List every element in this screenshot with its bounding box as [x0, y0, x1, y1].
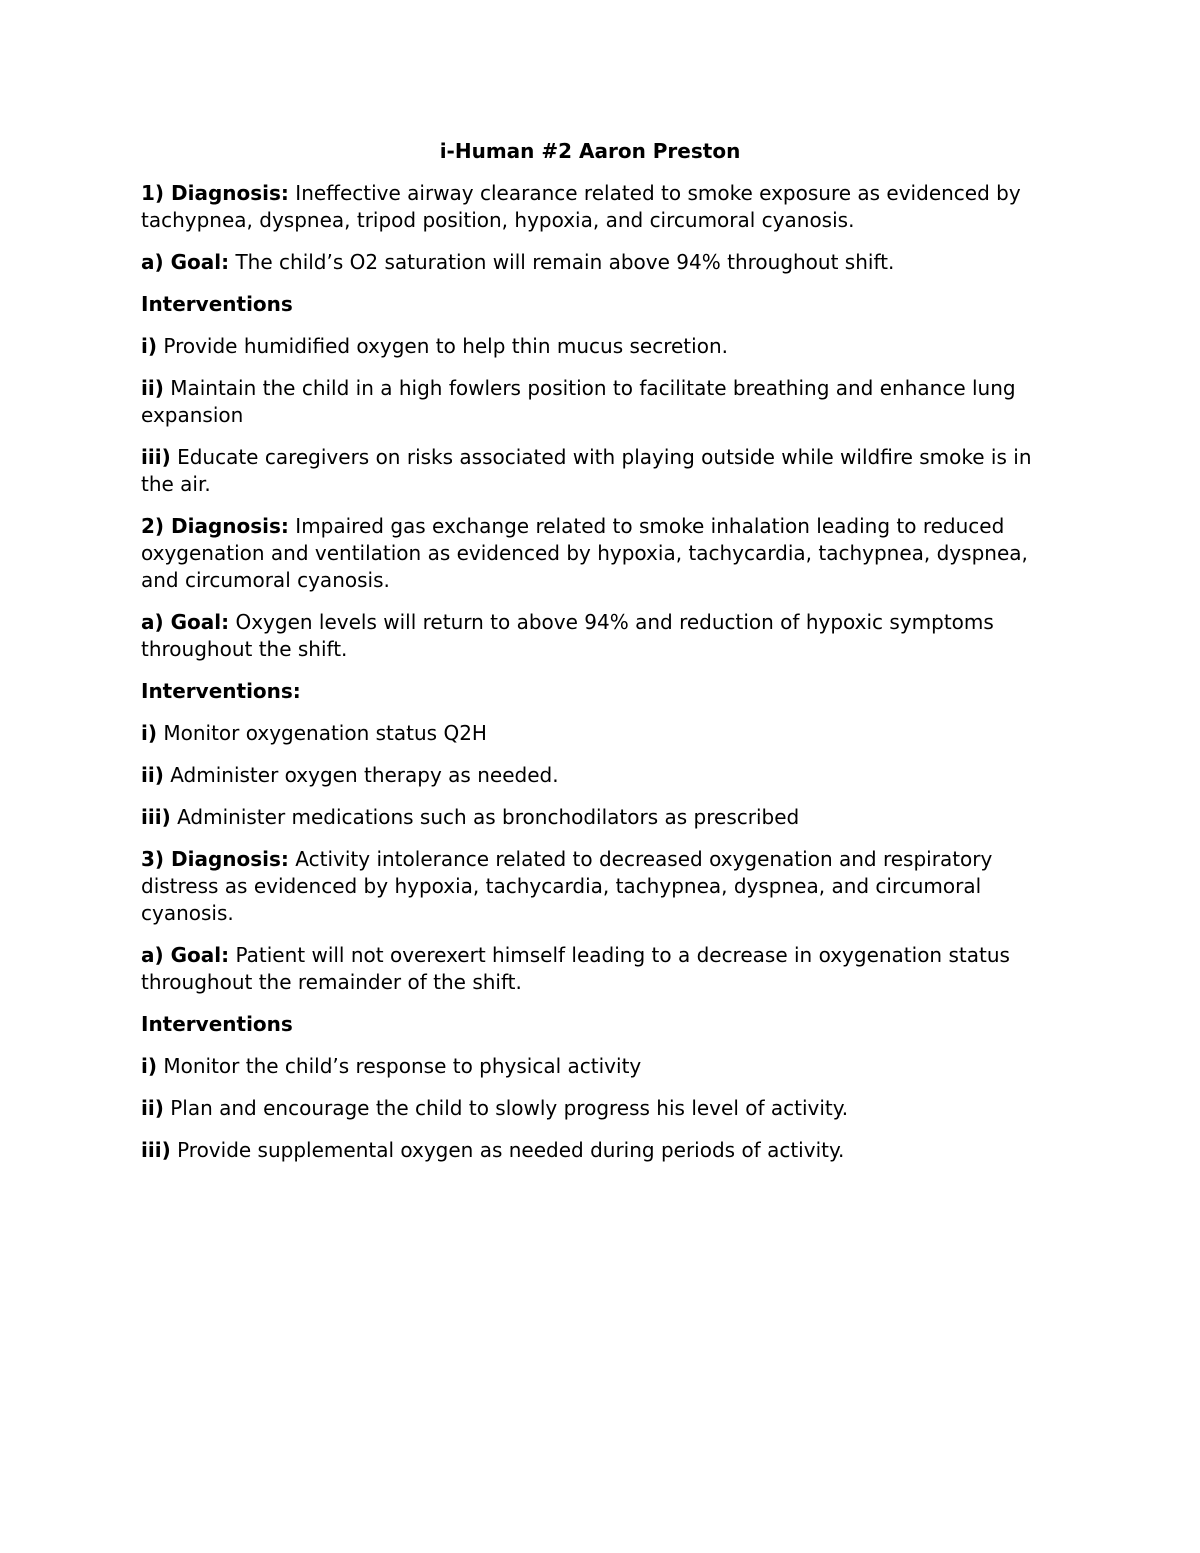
diagnosis-3-label: 3) Diagnosis: — [141, 847, 289, 871]
intervention-label: iii) — [141, 805, 171, 829]
document-page — [141, 138, 1061, 1179]
goal-3 — [141, 942, 1061, 996]
intervention-label: i) — [141, 334, 157, 358]
intervention-text: Administer oxygen therapy as needed. — [170, 763, 559, 787]
intervention-3-1 — [141, 1053, 1061, 1080]
goal-3-text: Patient will not overexert himself leading to a decrease in oxygenation status throughout the remainder of the shift. — [141, 943, 1010, 994]
intervention-2-1 — [141, 720, 1061, 747]
intervention-3-3 — [141, 1137, 1061, 1164]
diagnosis-1 — [141, 180, 1061, 234]
diagnosis-3 — [141, 846, 1061, 927]
intervention-label: i) — [141, 1054, 157, 1078]
diagnosis-1-text: Ineffective airway clearance related to smoke exposure as evidenced by tachypnea, dyspnea, tripod position, hypoxia, and circumoral cyanosis. — [141, 181, 1021, 232]
intervention-1-3 — [141, 444, 1061, 498]
intervention-label: ii) — [141, 763, 164, 787]
intervention-text: Administer medications such as bronchodilators as prescribed — [177, 805, 800, 829]
interventions-2-heading: Interventions: — [141, 679, 301, 703]
goal-1-text: The child’s O2 saturation will remain above 94% throughout shift. — [235, 250, 895, 274]
intervention-2-2 — [141, 762, 1061, 789]
goal-2 — [141, 609, 1061, 663]
goal-1 — [141, 249, 1061, 276]
goal-2-text: Oxygen levels will return to above 94% and reduction of hypoxic symptoms throughout the shift. — [141, 610, 994, 661]
diagnosis-3-text: Activity intolerance related to decreased oxygenation and respiratory distress as evidenced by hypoxia, tachycardia, tachypnea, dyspnea, and circumoral cyanosis. — [141, 847, 993, 925]
goal-1-label: a) Goal: — [141, 250, 230, 274]
intervention-text: Provide supplemental oxygen as needed during periods of activity. — [177, 1138, 845, 1162]
intervention-label: iii) — [141, 1138, 171, 1162]
diagnosis-2-label: 2) Diagnosis: — [141, 514, 289, 538]
intervention-1-1 — [141, 333, 1061, 360]
intervention-text: Provide humidified oxygen to help thin mucus secretion. — [163, 334, 728, 358]
intervention-text: Monitor oxygenation status Q2H — [163, 721, 487, 745]
intervention-label: ii) — [141, 376, 164, 400]
intervention-1-2 — [141, 375, 1061, 429]
interventions-3-heading: Interventions — [141, 1012, 293, 1036]
intervention-text: Monitor the child’s response to physical activity — [163, 1054, 642, 1078]
intervention-label: i) — [141, 721, 157, 745]
diagnosis-2 — [141, 513, 1061, 594]
goal-2-label: a) Goal: — [141, 610, 230, 634]
intervention-label: ii) — [141, 1096, 164, 1120]
interventions-1-heading: Interventions — [141, 292, 293, 316]
diagnosis-1-label: 1) Diagnosis: — [141, 181, 289, 205]
intervention-text: Plan and encourage the child to slowly progress his level of activity. — [170, 1096, 849, 1120]
intervention-3-2 — [141, 1095, 1061, 1122]
diagnosis-2-text: Impaired gas exchange related to smoke inhalation leading to reduced oxygenation and ventilation as evidenced by hypoxia, tachycardia, tachypnea, dyspnea, and circumoral cyanosis. — [141, 514, 1028, 592]
intervention-text: Educate caregivers on risks associated with playing outside while wildfire smoke is in the air. — [141, 445, 1032, 496]
intervention-2-3 — [141, 804, 1061, 831]
intervention-label: iii) — [141, 445, 171, 469]
intervention-text: Maintain the child in a high fowlers position to facilitate breathing and enhance lung expansion — [141, 376, 1016, 427]
page-title: i-Human #2 Aaron Preston — [439, 139, 741, 163]
goal-3-label: a) Goal: — [141, 943, 230, 967]
